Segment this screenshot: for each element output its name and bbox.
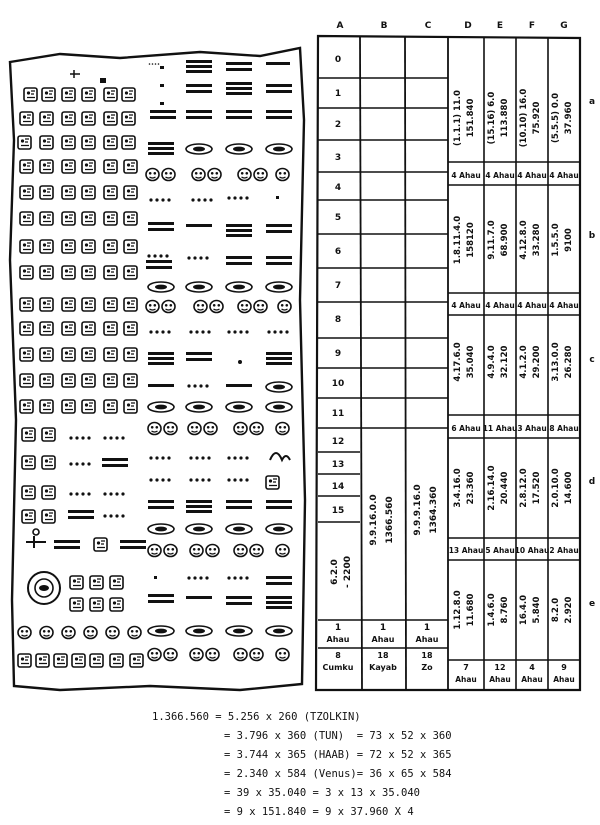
row-number: 11 [331,409,345,419]
long-count: 3.4.16.0 [453,468,463,508]
long-count: 16.4.0 [519,594,529,626]
column-c-values [413,484,439,672]
count-value: 26.280 [564,345,574,379]
column-letter: D [464,21,472,31]
day-number: 9 [561,663,567,672]
day-label: 4 Ahau [549,171,579,180]
day-label: 4 Ahau [485,171,515,180]
column-letter: B [380,21,388,31]
glyph-columns [18,60,292,667]
day-number: 1 [334,623,342,633]
count-value: 5.840 [532,596,542,624]
row-number: 4 [334,183,342,193]
day-label: 3 Ahau [517,424,547,433]
count-value: 23.360 [466,471,476,505]
row-number: 13 [331,460,345,470]
column-a-values [323,556,354,672]
count-value: 113.880 [500,98,510,138]
day-label: 4 Ahau [485,301,515,310]
row-numbers [332,55,345,516]
day-number: 7 [463,663,469,672]
long-count: 2.8.12.0 [519,468,529,508]
row-number: 9 [334,349,342,359]
month-number: 18 [421,651,433,660]
day-label: 4 Ahau [517,171,547,180]
row-number: 3 [334,153,342,163]
formula-line: = 9 x 151.840 = 9 x 37.960 X 4 [224,806,414,818]
count-value: 35.040 [466,345,476,379]
formula-line: = 3.796 x 360 (TUN) = 73 x 52 x 360 [224,730,452,742]
long-count: 4.17.6.0 [453,342,463,382]
long-count: 2.0.10.0 [551,468,561,508]
row-number: 5 [334,213,342,223]
formula-line: = 3.744 x 365 (HAAB) = 72 x 52 x 365 [224,749,452,761]
column-letter: E [496,21,504,31]
month-number: 18 [377,651,389,660]
column-letter: G [560,21,568,31]
margin-mark: b [588,231,596,241]
long-count: 3.13.0.0 [551,342,561,382]
long-count: 2.16.14.0 [487,465,497,511]
count-value: 158120 [466,222,476,258]
long-count: 6.2.0 [330,559,340,585]
day-name: Ahau [371,635,395,644]
long-count: (15.16) 6.0 [487,91,497,145]
day-name: Ahau [326,635,350,644]
day-label: 5 Ahau [485,546,515,555]
day-label: 4 Ahau [517,301,547,310]
count-value: 17.520 [532,471,542,505]
long-count: 9.9.9.16.0 [413,484,423,536]
day-number: 1 [423,623,431,633]
long-count: 1.8.11.4.0 [453,215,463,265]
month-name: Kayab [369,663,397,672]
day-label: 11 Ahau [482,424,518,433]
column-letter: F [528,21,536,31]
day-name: Ahau [553,675,575,684]
formula-line: = 2.340 x 584 (Venus)= 36 x 65 x 584 [224,768,452,780]
column-letter: C [424,21,432,31]
row-number: 14 [331,482,345,492]
day-label: 8 Ahau [549,424,579,433]
count-value: 151.840 [466,98,476,138]
count-value: 1366.560 [385,496,395,544]
count-value: 33.280 [532,223,542,257]
count-value: 11.680 [466,593,476,627]
month-name: Cumku [322,663,354,672]
count-value: 14.600 [564,471,574,505]
day-number: 4 [529,663,535,672]
month-name: Zo [421,663,433,672]
month-number: 8 [335,651,341,660]
day-label: 2 Ahau [549,546,579,555]
day-label: 4 Ahau [451,171,481,180]
row-number: 7 [334,281,342,291]
day-label: 4 Ahau [549,301,579,310]
day-label: 4 Ahau [451,301,481,310]
long-count: 1.4.6.0 [487,593,497,627]
count-value: 20.440 [500,471,510,505]
long-count: 1.5.5.0 [551,223,561,257]
long-count: (10.10) 16.0 [519,88,529,148]
margin-mark: d [588,477,596,487]
day-name: Ahau [455,675,477,684]
count-value: - 2200 [343,556,353,588]
long-count: 9.9.16.0.0 [369,494,379,546]
column-letter: A [336,21,344,31]
margin-mark: c [589,355,595,365]
day-name: Ahau [415,635,439,644]
count-value: 75.920 [532,101,542,135]
day-name: Ahau [521,675,543,684]
formula-line: 1.366.560 = 5.256 x 260 (TZOLKIN) [152,711,361,723]
day-label: 10 Ahau [514,546,550,555]
count-value: 68.900 [500,223,510,257]
count-value: 32.120 [500,345,510,379]
column-b-values [369,494,397,672]
count-value: 2.920 [564,596,574,624]
row-number: 1 [334,89,342,99]
columns-d-to-g [449,89,579,684]
margin-mark: a [588,97,596,107]
day-number: 12 [494,663,506,672]
formula-line: = 39 x 35.040 = 3 x 13 x 35.040 [224,787,420,799]
count-value: 9100 [564,228,574,252]
column-header [337,21,568,31]
row-number: 10 [331,379,345,389]
count-value: 8.760 [500,596,510,624]
row-number: 0 [334,55,342,65]
long-count: 9.11.7.0 [487,220,497,260]
day-label: 13 Ahau [448,546,484,555]
row-number: 12 [331,437,345,447]
long-count: 1.12.8.0 [453,590,463,630]
row-number: 15 [331,506,345,516]
day-label: 6 Ahau [451,424,481,433]
count-value: 1364.360 [429,486,439,534]
long-count: 4.1.2.0 [519,345,529,379]
row-number: 2 [334,120,342,130]
long-count: (5.5.5) 0.0 [551,93,561,143]
margin-mark: e [588,599,596,609]
day-name: Ahau [489,675,511,684]
long-count: 4.9.4.0 [487,345,497,379]
row-number: 8 [334,315,342,325]
count-value: 29.200 [532,345,542,379]
count-value: 37.960 [564,101,574,135]
long-count: 4.12.8.0 [519,220,529,260]
long-count: (1.1.1) 11.0 [453,90,463,146]
margin-marks [589,97,596,609]
day-number: 1 [379,623,387,633]
long-count: 8.2.0 [551,597,561,623]
row-number: 6 [334,247,342,257]
